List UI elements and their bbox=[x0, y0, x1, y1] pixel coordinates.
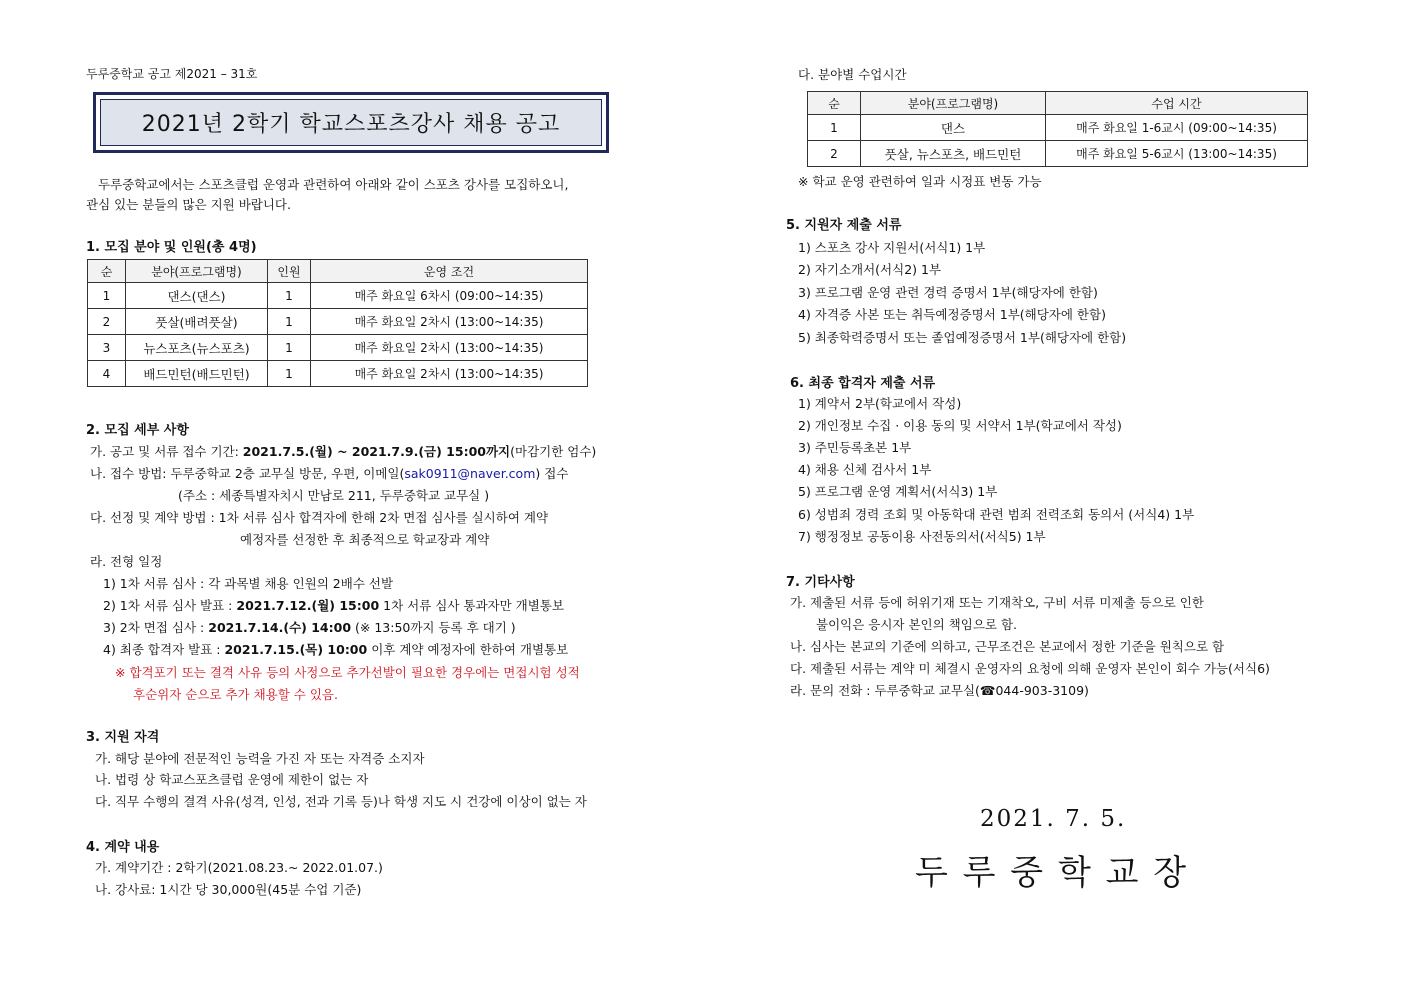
section7-heading: 7. 기타사항 bbox=[786, 575, 855, 590]
section2-na bbox=[90, 464, 568, 482]
table-header: 운영 조건 bbox=[311, 260, 588, 283]
table-cell: 매주 화요일 2차시 (13:00~14:35) bbox=[311, 309, 588, 335]
section4-heading: 4. 계약 내용 bbox=[86, 840, 160, 855]
step4-prefix: 4) 최종 합격자 발표 : bbox=[103, 642, 225, 657]
table-cell: 4 bbox=[88, 361, 126, 387]
list-item: 3) 주민등록초본 1부 bbox=[798, 440, 912, 455]
schedule-step-3 bbox=[103, 618, 516, 636]
section2-heading: 2. 모집 세부 사항 bbox=[86, 423, 189, 438]
table-cell: 댄스(댄스) bbox=[126, 283, 268, 309]
section-da-heading: 다. 분야별 수업시간 bbox=[798, 67, 907, 82]
list-item: 다. 직무 수행의 결격 사유(성격, 인성, 전과 기록 등)나 학생 지도 시 건강에 이상이 없는 자 bbox=[95, 794, 587, 809]
table-cell: 1 bbox=[268, 335, 311, 361]
table-cell: 1 bbox=[808, 115, 861, 141]
red-note-line-2: 후순위자 순으로 추가 채용할 수 있음. bbox=[133, 687, 338, 702]
list-item: 2) 개인정보 수집 · 이용 동의 및 서약서 1부(학교에서 작성) bbox=[798, 418, 1122, 433]
page-title: 2021년 2학기 학교스포츠강사 채용 공고 bbox=[100, 99, 602, 146]
section6-heading: 6. 최종 합격자 제출 서류 bbox=[790, 376, 936, 391]
section3-heading: 3. 지원 자격 bbox=[86, 730, 160, 745]
table-row bbox=[88, 309, 588, 335]
table-cell: 뉴스포츠(뉴스포츠) bbox=[126, 335, 268, 361]
schedule-step-2 bbox=[103, 596, 564, 614]
red-note-line-1: ※ 합격포기 또는 결격 사유 등의 사정으로 추가선발이 필요한 경우에는 면접시험 성적 bbox=[115, 665, 580, 680]
step3-suffix: (※ 13:50까지 등록 후 대기 ) bbox=[351, 620, 516, 635]
table-header: 수업 시간 bbox=[1046, 92, 1308, 115]
table-cell: 풋살, 뉴스포츠, 배드민턴 bbox=[861, 141, 1046, 167]
table-header: 순 bbox=[88, 260, 126, 283]
table-row bbox=[808, 141, 1308, 167]
step4-date: 2021.7.15.(목) 10:00 bbox=[224, 642, 368, 657]
table-cell: 1 bbox=[268, 283, 311, 309]
intro-line-1: 두루중학교에서는 스포츠클럽 운영과 관련하여 아래와 같이 스포츠 강사를 모집하오니, bbox=[98, 177, 569, 192]
list-item: 1) 계약서 2부(학교에서 작성) bbox=[798, 396, 962, 411]
list-item: 1) 스포츠 강사 지원서(서식1) 1부 bbox=[798, 240, 986, 255]
schedule-step-1: 1) 1차 서류 심사 : 각 과목별 채용 인원의 2배수 선발 bbox=[103, 576, 394, 591]
list-item: 가. 해당 분야에 전문적인 능력을 가진 자 또는 자격증 소지자 bbox=[95, 751, 425, 766]
ga-prefix: 가. 공고 및 서류 접수 기간: bbox=[90, 444, 243, 459]
section2-da-line-1: 다. 선정 및 계약 방법 : 1차 서류 심사 합격자에 한해 2차 면접 심사를 실시하여 계약 bbox=[90, 510, 549, 525]
class-time-table bbox=[807, 91, 1308, 167]
list-item: 가. 계약기간 : 2학기(2021.08.23.~ 2022.01.07.) bbox=[95, 860, 383, 875]
table-cell: 3 bbox=[88, 335, 126, 361]
table-cell: 매주 화요일 1-6교시 (09:00~14:35) bbox=[1046, 115, 1308, 141]
table-cell: 배드민턴(배드민턴) bbox=[126, 361, 268, 387]
ga-dates: 2021.7.5.(월) ~ 2021.7.9.(금) 15:00까지 bbox=[242, 444, 511, 459]
list-item: 2) 자기소개서(서식2) 1부 bbox=[798, 262, 942, 277]
list-item: 나. 강사료: 1시간 당 30,000원(45분 수업 기준) bbox=[95, 882, 362, 897]
ga-suffix: (마감기한 엄수) bbox=[510, 444, 597, 459]
section2-address: (주소 : 세종특별자치시 만남로 211, 두루중학교 교무실 ) bbox=[178, 488, 490, 503]
step3-prefix: 3) 2차 면접 심사 : bbox=[103, 620, 209, 635]
section1-heading: 1. 모집 분야 및 인원(총 4명) bbox=[86, 240, 257, 255]
table-cell: 1 bbox=[268, 361, 311, 387]
list-item: 4) 자격증 사본 또는 취득예정증명서 1부(해당자에 한함) bbox=[798, 307, 1106, 322]
etc-ra: 라. 문의 전화 : 두루중학교 교무실(☎044-903-3109) bbox=[790, 683, 1089, 698]
table-cell: 1 bbox=[268, 309, 311, 335]
table-cell: 매주 화요일 2차시 (13:00~14:35) bbox=[311, 361, 588, 387]
step3-date: 2021.7.14.(수) 14:00 bbox=[208, 620, 352, 635]
table-cell: 2 bbox=[88, 309, 126, 335]
table-header: 분야(프로그램명) bbox=[861, 92, 1046, 115]
step2-date: 2021.7.12.(월) 15:00 bbox=[236, 598, 380, 613]
table-cell: 2 bbox=[808, 141, 861, 167]
table-header-row bbox=[808, 92, 1308, 115]
section2-ra: 라. 전형 일정 bbox=[90, 554, 163, 569]
list-item: 7) 행정정보 공동이용 사전동의서(서식5) 1부 bbox=[798, 529, 1046, 544]
etc-ga-line-2: 불이익은 응시자 본인의 책임으로 함. bbox=[816, 617, 1017, 632]
etc-da: 다. 제출된 서류는 계약 미 체결시 운영자의 요청에 의해 운영자 본인이 회수 가능(서식6) bbox=[790, 661, 1270, 676]
na-prefix: 나. 접수 방법: 두루중학교 2층 교무실 방문, 우편, 이메일( bbox=[90, 466, 405, 481]
table-cell: 매주 화요일 6차시 (09:00~14:35) bbox=[311, 283, 588, 309]
list-item: 4) 채용 신체 검사서 1부 bbox=[798, 462, 932, 477]
section2-ga bbox=[90, 442, 596, 460]
table-cell: 매주 화요일 5-6교시 (13:00~14:35) bbox=[1046, 141, 1308, 167]
etc-ga-line-1: 가. 제출된 서류 등에 허위기재 또는 기재착오, 구비 서류 미제출 등으로 인한 bbox=[790, 595, 1204, 610]
table-row bbox=[88, 361, 588, 387]
section5-heading: 5. 지원자 제출 서류 bbox=[786, 218, 902, 233]
list-item: 나. 법령 상 학교스포츠클럽 운영에 제한이 없는 자 bbox=[95, 772, 369, 787]
schedule-note: ※ 학교 운영 관련하여 일과 시정표 변동 가능 bbox=[798, 174, 1042, 189]
step2-suffix: 1차 서류 심사 통과자만 개별통보 bbox=[379, 598, 564, 613]
title-box bbox=[93, 92, 609, 153]
list-item: 6) 성범죄 경력 조회 및 아동학대 관련 범죄 전력조회 동의서 (서식4) 1부 bbox=[798, 507, 1195, 522]
section2-da-line-2: 예정자를 선정한 후 최종적으로 학교장과 계약 bbox=[240, 532, 490, 547]
signer: 두 루 중 학 교 장 bbox=[915, 853, 1189, 893]
notice-number: 두루중학교 공고 제2021 – 31호 bbox=[86, 67, 258, 81]
table-cell: 1 bbox=[88, 283, 126, 309]
schedule-step-4 bbox=[103, 640, 568, 658]
list-item: 3) 프로그램 운영 관련 경력 증명서 1부(해당자에 한함) bbox=[798, 285, 1098, 300]
table-row bbox=[88, 335, 588, 361]
email-link[interactable]: sak0911@naver.com bbox=[404, 466, 536, 481]
etc-na: 나. 심사는 본교의 기준에 의하고, 근무조건은 본교에서 정한 기준을 원칙으로 함 bbox=[790, 639, 1225, 654]
table-row bbox=[808, 115, 1308, 141]
table-header: 순 bbox=[808, 92, 861, 115]
table-cell: 매주 화요일 2차시 (13:00~14:35) bbox=[311, 335, 588, 361]
list-item: 5) 프로그램 운영 계획서(서식3) 1부 bbox=[798, 484, 998, 499]
na-suffix: ) 접수 bbox=[535, 466, 569, 481]
table-cell: 풋살(배려풋살) bbox=[126, 309, 268, 335]
table-header: 인원 bbox=[268, 260, 311, 283]
step2-prefix: 2) 1차 서류 심사 발표 : bbox=[103, 598, 237, 613]
intro-line-2: 관심 있는 분들의 많은 지원 바랍니다. bbox=[86, 197, 291, 212]
recruit-table bbox=[87, 259, 588, 387]
notice-date: 2021. 7. 5. bbox=[980, 806, 1127, 832]
table-cell: 댄스 bbox=[861, 115, 1046, 141]
table-header: 분야(프로그램명) bbox=[126, 260, 268, 283]
table-header-row bbox=[88, 260, 588, 283]
table-row bbox=[88, 283, 588, 309]
list-item: 5) 최종학력증명서 또는 졸업예정증명서 1부(해당자에 한함) bbox=[798, 330, 1127, 345]
step4-suffix: 이후 계약 예정자에 한하여 개별통보 bbox=[367, 642, 569, 657]
